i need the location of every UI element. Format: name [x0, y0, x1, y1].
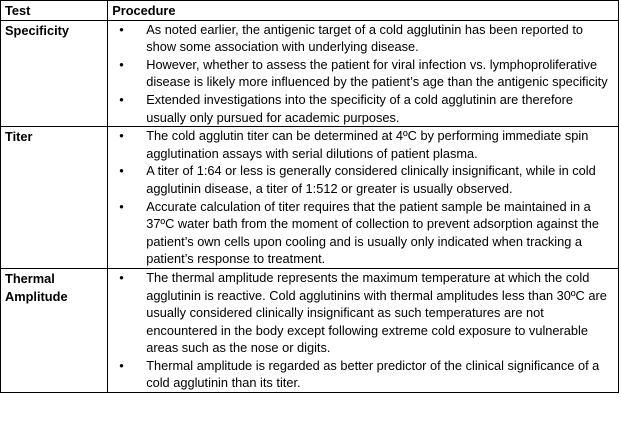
bullet-icon: •	[119, 128, 124, 144]
bullet-icon: •	[119, 357, 124, 373]
header-row	[1, 1, 619, 21]
list-item	[112, 91, 614, 126]
list-item	[112, 21, 614, 56]
table-row-titer	[1, 127, 619, 269]
bullet-text: However, whether to assess the patient for viral infection vs. lymphoproliferative disease is likely more influenced by the patient’s age than the antigenic specificity	[146, 56, 608, 90]
list-item	[112, 357, 614, 392]
header-procedure: Procedure	[108, 1, 619, 21]
test-name-thermal-amplitude: Thermal Amplitude	[1, 268, 108, 392]
list-item	[112, 127, 614, 162]
bullet-list-specificity	[112, 21, 614, 127]
list-item	[112, 162, 614, 197]
list-item	[112, 56, 614, 91]
list-item	[112, 198, 614, 268]
bullet-text: Thermal amplitude is regarded as better predictor of the clinical significance of a cold agglutinin than its titer.	[146, 357, 600, 391]
bullet-list-thermal-amplitude	[112, 269, 614, 392]
procedure-cell-thermal-amplitude	[108, 268, 619, 392]
procedure-cell-titer	[108, 127, 619, 269]
bullet-icon: •	[119, 21, 124, 37]
bullet-text: Extended investigations into the specificity of a cold agglutinin are therefore usually only pursued for academic purposes.	[146, 91, 574, 125]
test-name-specificity: Specificity	[1, 20, 108, 127]
bullet-text: The cold agglutin titer can be determined at 4ºC by performing immediate spin agglutination assays with serial dilutions of patient plasma.	[146, 128, 589, 161]
bullet-icon: •	[119, 163, 124, 179]
bullet-text: Accurate calculation of titer requires that the patient sample be maintained in a 37ºC water bath from the moment of collection to prevent adsorption against the patient’s own cells upon cooling and is usually only indicated when tracking a patient’s response to treatment.	[146, 198, 600, 267]
bullet-icon: •	[119, 56, 124, 72]
bullet-text: The thermal amplitude represents the maximum temperature at which the cold agglutinin is reactive. Cold agglutinins with thermal amplitudes less than 30ºC are usually considered clinically insignificant as such temperatures are not encountered in the body except following extreme cold exposure to vulnerable areas such as the nose or digits.	[146, 269, 607, 356]
bullet-icon: •	[119, 269, 124, 285]
procedure-cell-specificity	[108, 20, 619, 127]
bullet-text: A titer of 1:64 or less is generally considered clinically insignificant, while in cold agglutinin disease, a titer of 1:512 or greater is usually observed.	[146, 163, 596, 196]
bullet-icon: •	[119, 91, 124, 107]
bullet-icon: •	[119, 198, 124, 214]
table-row-thermal-amplitude	[1, 268, 619, 392]
bullet-text: As noted earlier, the antigenic target of a cold agglutinin has been reported to show some association with underlying disease.	[146, 21, 584, 55]
table-row-specificity	[1, 20, 619, 127]
test-name-titer: Titer	[1, 127, 108, 269]
list-item	[112, 269, 614, 357]
header-test: Test	[1, 1, 108, 21]
bullet-list-titer	[112, 127, 614, 268]
